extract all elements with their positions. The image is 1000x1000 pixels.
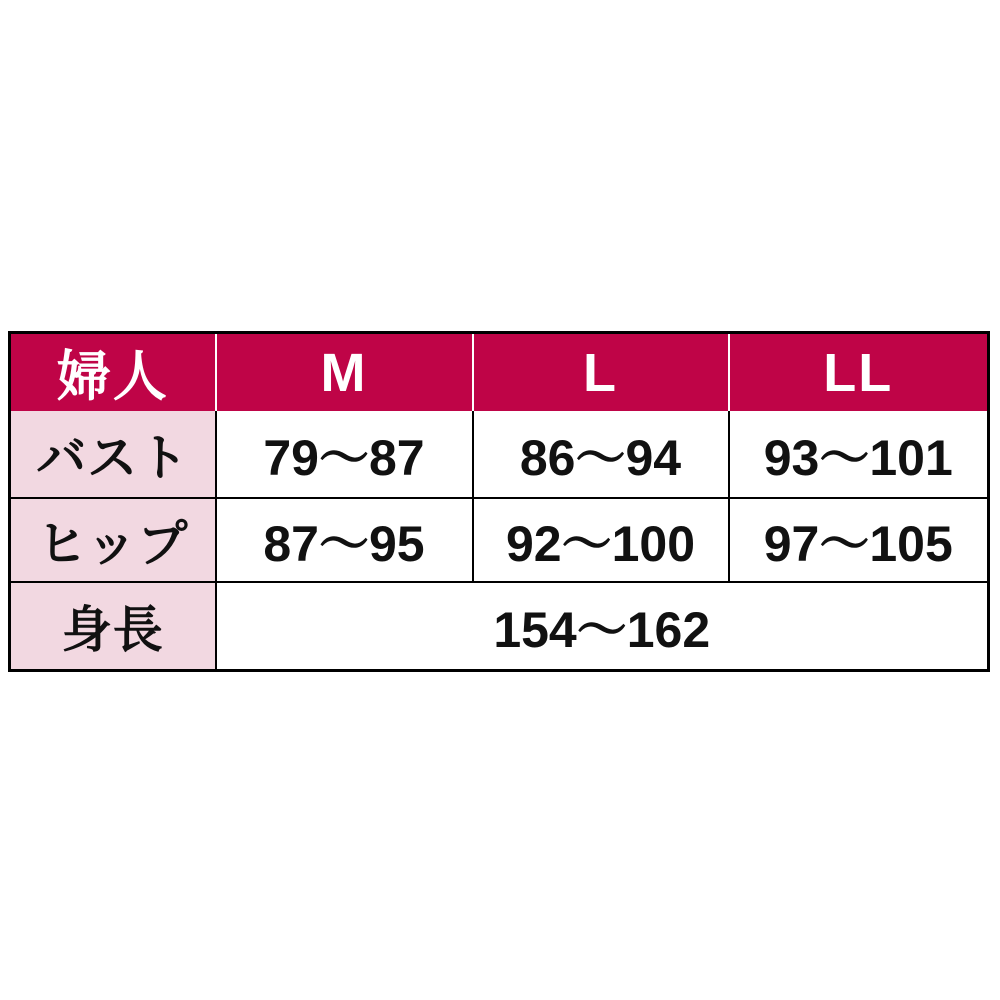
header-row [10, 333, 989, 412]
cell-bust-m: 79〜87 [216, 411, 473, 498]
table-row-height [10, 582, 989, 670]
table-row-hip [10, 498, 989, 582]
cell-hip-ll: 97〜105 [729, 498, 989, 582]
header-category-label: 婦人 [10, 333, 216, 412]
cell-bust-l: 86〜94 [473, 411, 729, 498]
size-chart [8, 331, 990, 672]
row-label-bust: バスト [10, 411, 216, 498]
cell-height-all-sizes: 154〜162 [216, 582, 989, 670]
header-size-m: M [216, 333, 473, 412]
table-row-bust [10, 411, 989, 498]
row-label-height: 身長 [10, 582, 216, 670]
row-label-hip: ヒップ [10, 498, 216, 582]
size-table [8, 331, 990, 672]
cell-hip-m: 87〜95 [216, 498, 473, 582]
cell-hip-l: 92〜100 [473, 498, 729, 582]
header-size-ll: LL [729, 333, 989, 412]
header-size-l: L [473, 333, 729, 412]
cell-bust-ll: 93〜101 [729, 411, 989, 498]
